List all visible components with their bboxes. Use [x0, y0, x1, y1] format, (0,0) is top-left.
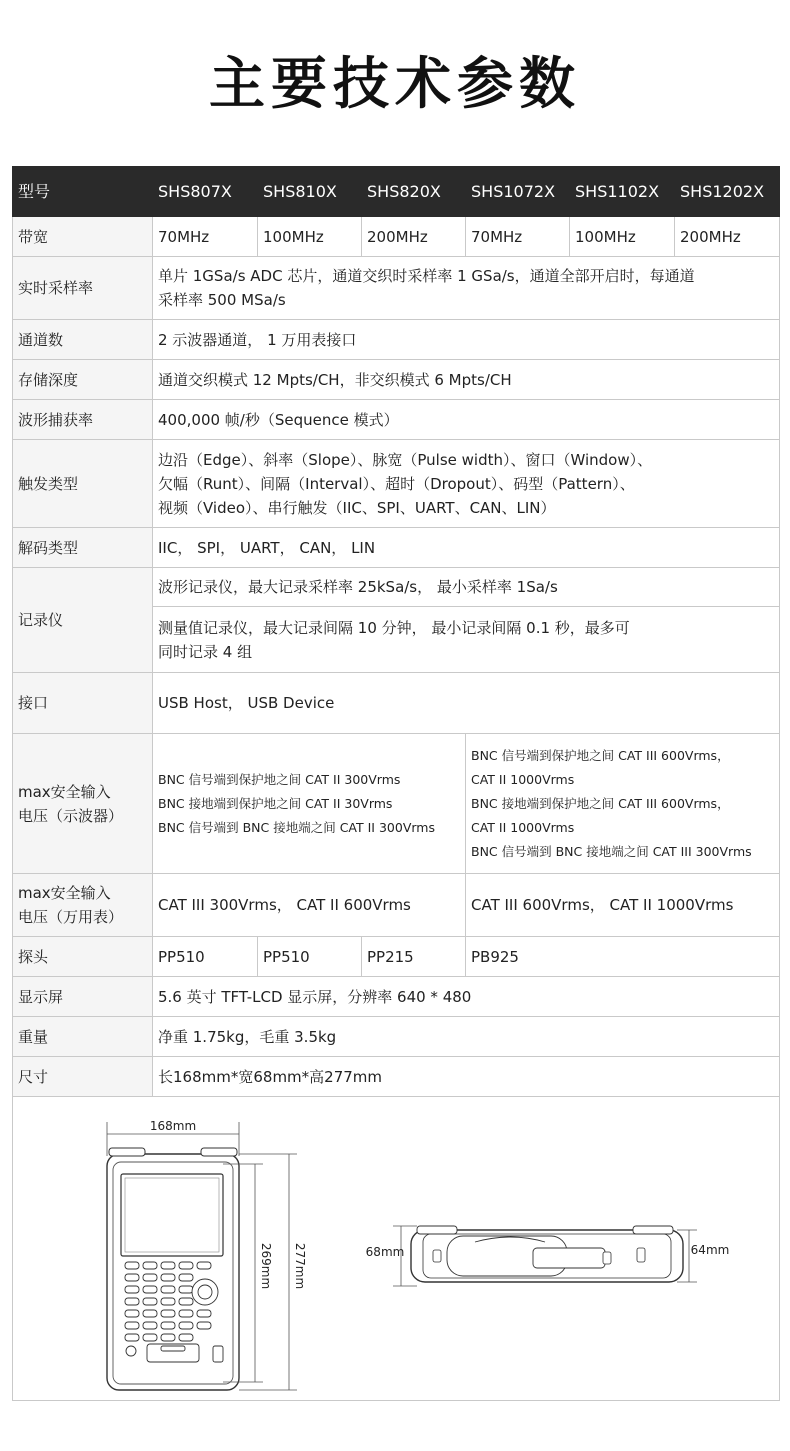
model-cell: SHS1072X — [466, 167, 570, 217]
channels-value: 2 示波器通道， 1 万用表接口 — [153, 320, 780, 360]
trigger-row — [13, 440, 780, 528]
text-line: 视频（Video）、串行触发（IIC、SPI、UART、CAN、LIN） — [158, 498, 556, 517]
text-line: BNC 信号端到 BNC 接地端之间 CAT II 300Vrms — [158, 819, 435, 835]
display-row — [13, 977, 780, 1017]
text-line: 采样率 500 MSa/s — [158, 291, 286, 309]
bandwidth-cell: 200MHz — [675, 217, 780, 257]
decode-value: IIC， SPI， UART， CAN， LIN — [153, 528, 780, 568]
bandwidth-cell: 200MHz — [362, 217, 466, 257]
sample-rate-row — [13, 257, 780, 320]
channels-row — [13, 320, 780, 360]
page-title: 主要技术参数 — [209, 52, 581, 117]
decode-row — [13, 528, 780, 568]
text-line: max安全输入 — [18, 884, 111, 902]
max-scope-label — [13, 734, 153, 874]
bandwidth-cell: 70MHz — [466, 217, 570, 257]
interface-value: USB Host， USB Device — [153, 673, 780, 734]
interface-label: 接口 — [13, 673, 153, 734]
model-label: 型号 — [13, 167, 153, 217]
text-line: 边沿（Edge）、斜率（Slope）、脉宽（Pulse width）、窗口（Window）、 — [158, 450, 653, 469]
weight-row — [13, 1017, 780, 1057]
recorder-row — [13, 568, 780, 607]
memory-label: 存储深度 — [13, 360, 153, 400]
channels-label: 通道数 — [13, 320, 153, 360]
text-line: 欠幅（Runt）、间隔（Interval）、超时（Dropout）、码型（Pattern）、 — [158, 474, 635, 493]
weight-value: 净重 1.75kg，毛重 3.5kg — [153, 1017, 780, 1057]
text-line: CAT II 1000Vrms — [471, 771, 575, 787]
depth-right-dim-label: 64mm — [690, 1243, 730, 1257]
text-line: BNC 接地端到保护地之间 CAT III 600Vrms， — [471, 795, 730, 811]
trigger-value — [153, 440, 780, 528]
sample-rate-label: 实时采样率 — [13, 257, 153, 320]
side-view — [411, 1226, 683, 1282]
sample-rate-value — [153, 257, 780, 320]
text-line: BNC 接地端到保护地之间 CAT II 30Vrms — [158, 795, 393, 811]
depth-left-dim-label: 68mm — [365, 1245, 405, 1259]
trigger-label: 触发类型 — [13, 440, 153, 528]
max-scope-right — [466, 734, 780, 874]
probe-cell: PP510 — [153, 937, 258, 977]
text-line: 电压（万用表） — [18, 908, 124, 926]
model-cell: SHS810X — [258, 167, 362, 217]
max-scope-left — [153, 734, 466, 874]
probe-cell: PB925 — [466, 937, 780, 977]
bandwidth-row — [13, 217, 780, 257]
size-value: 长168mm*宽68mm*高277mm — [153, 1057, 780, 1097]
text-line: 电压（示波器） — [18, 806, 124, 825]
recorder-value — [153, 607, 780, 673]
bandwidth-cell: 100MHz — [258, 217, 362, 257]
model-row — [13, 167, 780, 217]
inner-height-dim-label: 269mm — [259, 1242, 273, 1290]
text-line: BNC 信号端到 BNC 接地端之间 CAT III 300Vrms — [471, 843, 752, 859]
bandwidth-cell: 70MHz — [153, 217, 258, 257]
max-dmm-row — [13, 874, 780, 937]
max-scope-row — [13, 734, 780, 874]
model-cell: SHS820X — [362, 167, 466, 217]
size-label: 尺寸 — [13, 1057, 153, 1097]
recorder-label: 记录仪 — [13, 568, 153, 673]
capture-value: 400,000 帧/秒（Sequence 模式） — [153, 400, 780, 440]
memory-value: 通道交织模式 12 Mpts/CH，非交织模式 6 Mpts/CH — [153, 360, 780, 400]
model-cell: SHS1202X — [675, 167, 780, 217]
model-cell: SHS807X — [153, 167, 258, 217]
height-dim-label: 277mm — [293, 1242, 307, 1290]
memory-row — [13, 360, 780, 400]
dimension-svg — [13, 1096, 779, 1400]
model-cell: SHS1102X — [570, 167, 675, 217]
text-line: 单片 1GSa/s ADC 芯片，通道交织时采样率 1 GSa/s，通道全部开启时，每通道 — [158, 267, 695, 285]
probe-cell: PP215 — [362, 937, 466, 977]
bandwidth-label: 带宽 — [13, 217, 153, 257]
probe-row — [13, 937, 780, 977]
text-line: CAT II 1000Vrms — [471, 819, 575, 835]
text-line: max安全输入 — [18, 782, 111, 801]
front-view — [107, 1148, 239, 1390]
decode-label: 解码类型 — [13, 528, 153, 568]
text-line: 测量值记录仪，最大记录间隔 10 分钟， 最小记录间隔 0.1 秒，最多可 — [158, 618, 630, 637]
text-line: BNC 信号端到保护地之间 CAT II 300Vrms — [158, 771, 401, 787]
weight-label: 重量 — [13, 1017, 153, 1057]
max-dmm-left: CAT III 300Vrms， CAT II 600Vrms — [153, 874, 466, 937]
probe-label: 探头 — [13, 937, 153, 977]
display-label: 显示屏 — [13, 977, 153, 1017]
dimension-drawing — [12, 1096, 780, 1401]
text-line: 同时记录 4 组 — [158, 642, 253, 661]
width-dim-label: 168mm — [149, 1119, 197, 1133]
text-line: BNC 信号端到保护地之间 CAT III 600Vrms， — [471, 747, 730, 763]
size-row — [13, 1057, 780, 1097]
probe-cell: PP510 — [258, 937, 362, 977]
spec-table — [12, 166, 780, 1097]
max-dmm-right: CAT III 600Vrms， CAT II 1000Vrms — [466, 874, 780, 937]
capture-row — [13, 400, 780, 440]
max-dmm-label — [13, 874, 153, 937]
display-value: 5.6 英寸 TFT-LCD 显示屏，分辨率 640 * 480 — [153, 977, 780, 1017]
capture-label: 波形捕获率 — [13, 400, 153, 440]
recorder-value: 波形记录仪，最大记录采样率 25kSa/s， 最小采样率 1Sa/s — [153, 568, 780, 607]
interface-row — [13, 673, 780, 734]
bandwidth-cell: 100MHz — [570, 217, 675, 257]
